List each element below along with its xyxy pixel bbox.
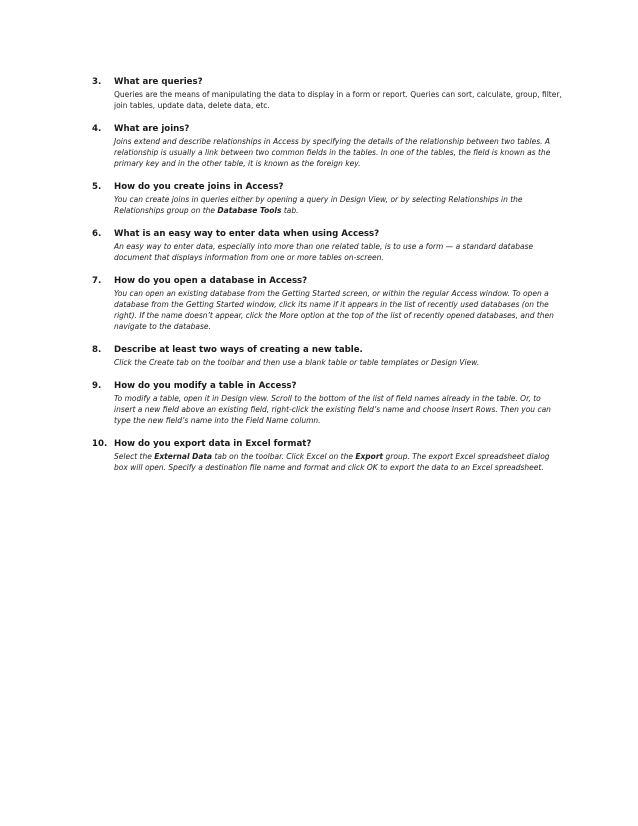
question-text: How do you create joins in Access? [114, 182, 284, 192]
answer-segment: Select the [114, 452, 155, 461]
answer-segment: You can create joins in queries either by opening a query in Design View, or by selecting Relationships in the Relationships group on the [114, 195, 523, 215]
question-item [92, 380, 562, 426]
answer-segment: An easy way to enter data, especially into more than one related table, is to use a form — a standard database document that displays information from one or more tables on-screen. [114, 242, 534, 262]
question-number: 10. [92, 439, 108, 449]
question-number: 7. [92, 276, 102, 286]
question-item [92, 438, 562, 473]
answer-text [114, 194, 562, 216]
answer-text [114, 451, 562, 473]
answer-emphasis: External Data [154, 452, 213, 461]
question-number: 3. [92, 77, 102, 87]
question-item [92, 181, 562, 216]
question-number: 5. [92, 182, 102, 192]
question-item [92, 275, 562, 332]
question-list [92, 76, 562, 485]
answer-segment: tab. [281, 206, 299, 215]
answer-segment: You can open an existing database from the Getting Started screen, or within the regular Access window. To open a database from the Getting Started window, click its name if it appears in the list of recently used databases (on the right). If the name doesn’t appear, click the More option at the top of the list of recently opened databases, and then navigate to the database. [114, 289, 554, 331]
question-body [114, 123, 562, 169]
question-item [92, 344, 562, 368]
answer-text [114, 393, 562, 426]
answer-text [114, 89, 562, 111]
question-number: 8. [92, 345, 102, 355]
answer-text [114, 136, 562, 169]
question-item [92, 76, 562, 111]
question-body [114, 76, 562, 111]
question-item [92, 123, 562, 169]
question-number: 4. [92, 124, 102, 134]
question-body [114, 181, 562, 216]
question-text: What is an easy way to enter data when using Access? [114, 229, 380, 239]
question-text: How do you modify a table in Access? [114, 381, 297, 391]
question-number: 6. [92, 229, 102, 239]
answer-segment: Joins extend and describe relationships in Access by specifying the details of the relationship between two tables. A relationship is usually a link between two common fields in the tables. In one of the tables, the field is known as the primary key and in the other table, it is known as the foreign key. [114, 137, 551, 168]
question-body [114, 438, 562, 473]
question-body [114, 344, 562, 368]
question-body [114, 380, 562, 426]
answer-text [114, 241, 562, 263]
answer-text [114, 288, 562, 332]
question-number: 9. [92, 381, 102, 391]
answer-segment: Click the Create tab on the toolbar and then use a blank table or table templates or Design View. [114, 358, 480, 367]
question-text: What are queries? [114, 77, 203, 87]
answer-text [114, 357, 562, 368]
answer-segment: Queries are the means of manipulating the data to display in a form or report. Queries can sort, calculate, group, filter, join tables, update data, delete data, etc. [114, 90, 562, 110]
answer-segment: To modify a table, open it in Design view. Scroll to the bottom of the list of field names already in the table. Or, to insert a new field above an existing field, right-click the existing field’s name and choose Insert Rows. Then you can type the new field’s name into the Field Name column. [114, 394, 551, 425]
question-body [114, 228, 562, 263]
question-item [92, 228, 562, 263]
question-text: How do you export data in Excel format? [114, 439, 312, 449]
answer-segment: group. The export Excel spreadsheet dialog box will open. Specify a destination file name and format and click OK to export the data to an Excel spreadsheet. [114, 452, 550, 472]
question-text: How do you open a database in Access? [114, 276, 308, 286]
question-text: Describe at least two ways of creating a new table. [114, 345, 363, 355]
question-text: What are joins? [114, 124, 190, 134]
question-body [114, 275, 562, 332]
answer-emphasis: Database Tools [217, 206, 282, 215]
answer-segment: tab on the toolbar. Click Excel on the [212, 452, 356, 461]
answer-emphasis: Export [355, 452, 384, 461]
